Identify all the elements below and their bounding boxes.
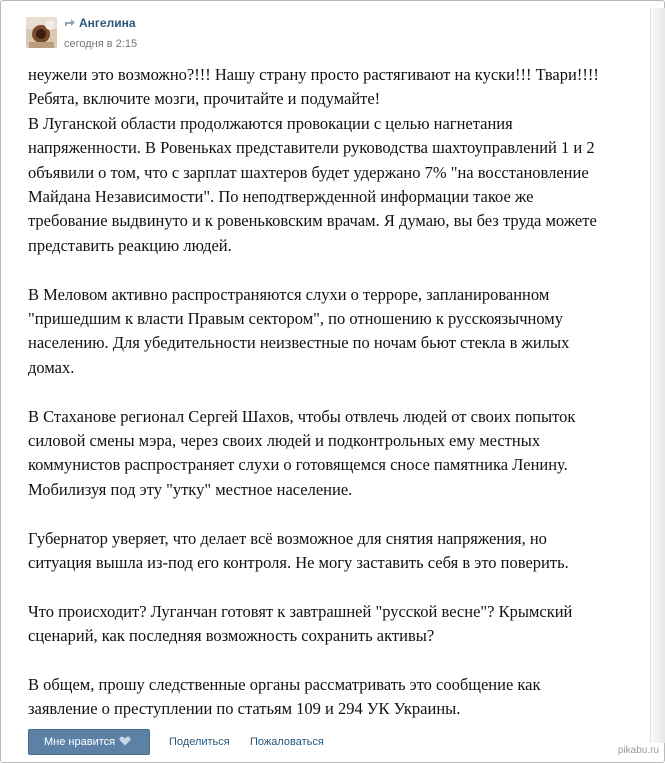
text-line: заявление о преступлении по статьям 109 и 294 УК Украины. — [28, 699, 461, 719]
heart-icon — [119, 736, 131, 746]
text-line: требование выдвинуто и к ровеньковским врачам. Я думаю, вы без труда можете — [28, 211, 597, 231]
paragraph — [28, 527, 628, 576]
like-button-label: Мне нравится — [44, 736, 116, 748]
paragraph — [28, 63, 628, 258]
text-line: В общем, прошу следственные органы рассматривать это сообщение как — [28, 675, 541, 695]
text-line: Ребята, включите мозги, прочитайте и подумайте! — [28, 89, 381, 109]
text-line: представить реакцию людей. — [28, 235, 232, 255]
paragraph-gap — [28, 575, 628, 599]
text-line: Мобилизуя под эту "утку" местное население. — [28, 479, 353, 499]
paragraph-gap — [28, 258, 628, 282]
text-line: "пришедшим к власти Правым сектором", по отношению к русскоязычному — [28, 309, 563, 329]
text-line: В Луганской области продолжаются провокации с целью нагнетания — [28, 113, 513, 133]
paragraph — [28, 283, 628, 381]
share-arrow-icon — [64, 17, 76, 27]
paragraph — [28, 673, 628, 722]
text-line: Что происходит? Луганчан готовят к завтрашней "русской весне"? Крымский — [28, 601, 573, 621]
text-line: Майдана Независимости". По неподтвержденной информации такое же — [28, 187, 534, 207]
post-body — [28, 63, 628, 722]
text-line: напряженности. В Ровеньках представители руководства шахтоуправлений 1 и 2 — [28, 138, 595, 158]
share-link[interactable]: Поделиться — [169, 736, 230, 748]
text-line: объявили о том, что с зарплат шахтеров будет удержано 7% "на восстановление — [28, 162, 589, 182]
watermark: pikabu.ru — [617, 745, 659, 756]
paragraph-gap — [28, 380, 628, 404]
text-line: силовой смены мэра, через своих людей и подконтрольных ему местных — [28, 431, 541, 451]
text-line: В Меловом активно распространяются слухи о терроре, запланированном — [28, 284, 550, 304]
author-link[interactable] — [64, 16, 136, 30]
text-line: ситуация вышла из-под его контроля. Не могу заставить себя в это поверить. — [28, 553, 569, 573]
text-line: населению. Для убедительности неизвестные по ночам бьют стекла в жилых — [28, 333, 570, 353]
text-line: коммунистов распространяет слухи о готовящемся сносе памятника Ленину. — [28, 455, 568, 475]
report-link[interactable]: Пожаловаться — [250, 736, 324, 748]
text-line: Губернатор уверяет, что делает всё возможное для снятия напряжения, но — [28, 528, 547, 548]
text-line: В Стаханове регионал Сергей Шахов, чтобы отвлечь людей от своих попыток — [28, 406, 576, 426]
scrollbar-shadow — [650, 8, 665, 743]
text-line: сценарий, как последняя возможность сохранить активы? — [28, 626, 435, 646]
text-line: домах. — [28, 357, 75, 377]
paragraph-gap — [28, 649, 628, 673]
avatar-image — [26, 17, 57, 48]
paragraph — [28, 405, 628, 503]
paragraph-gap — [28, 502, 628, 526]
like-button[interactable] — [28, 729, 150, 755]
avatar[interactable] — [26, 17, 57, 48]
paragraph — [28, 600, 628, 649]
text-line: неужели это возможно?!!! Нашу страну просто растягивают на куски!!! Твари!!!! — [28, 65, 599, 84]
author-name: Ангелина — [79, 16, 136, 30]
post-timestamp[interactable]: сегодня в 2:15 — [64, 38, 138, 50]
